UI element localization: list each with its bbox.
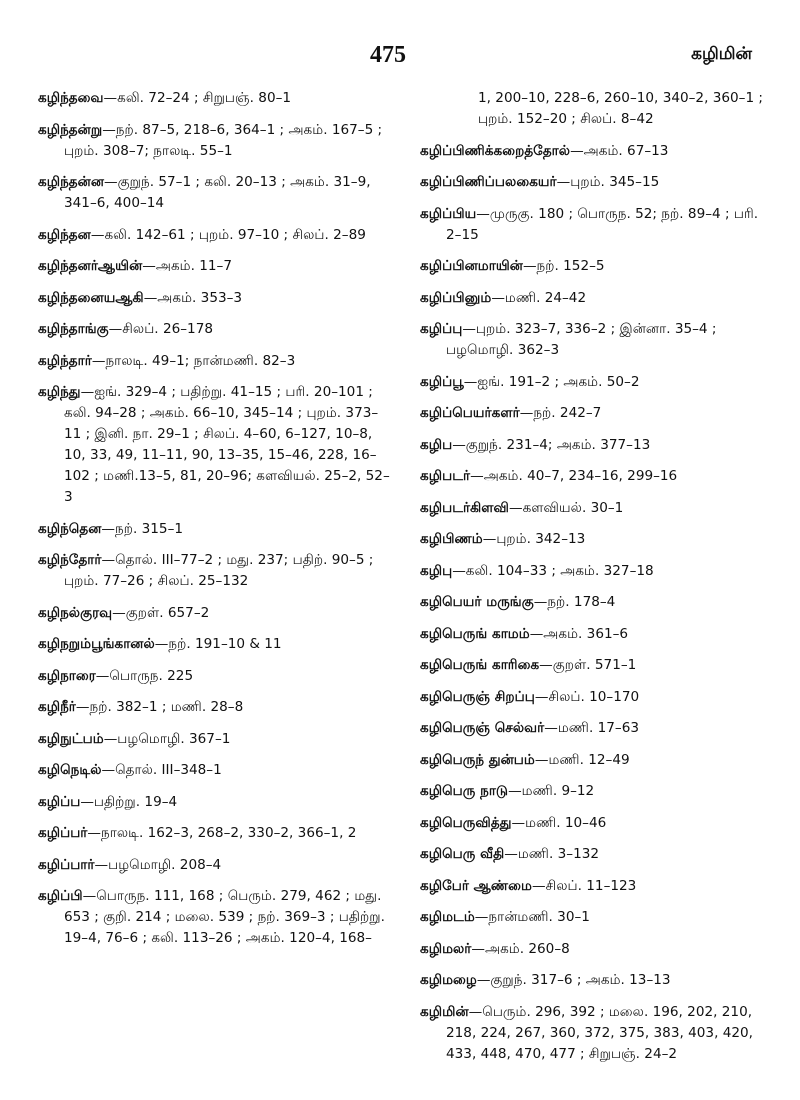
entry-headword: கழிப்ப	[38, 793, 81, 810]
entry-headword: கழிந்து	[38, 384, 81, 400]
index-entry	[38, 256, 390, 277]
index-entry	[420, 172, 772, 193]
entry-headword: கழிமலர்	[420, 940, 472, 957]
index-entry	[420, 781, 772, 802]
entry-references: —அகம். 11–7	[142, 258, 232, 274]
entry-references: —ஐங். 329–4 ; பதிற்று. 41–15 ; பரி. 20–101 ; கலி. 94–28 ; அகம். 66–10, 345–14 ; புறம். 373–11 ; இனி. நா. 29–1 ; சிலப். 4–60, 6–127, 10–8, 10, 33, 49, 11–11, 90, 13–35, 15–46, 228, 16–102 ; மணி.13–5, 81, 20–96; களவியல். 25–2, 52–3	[64, 384, 390, 505]
entry-references: —நாலடி. 162–3, 268–2, 330–2, 366–1, 2	[87, 825, 357, 841]
index-entry	[420, 592, 772, 613]
index-entry	[38, 351, 390, 372]
entry-headword: கழிந்தன்ன	[38, 174, 105, 190]
entry-references: —தொல். III–77–2 ; மது. 237; பதிற். 90–5 ; புறம். 77–26 ; சிலப். 25–132	[64, 552, 374, 589]
entry-references: —நற். 178–4	[533, 594, 616, 610]
entry-headword: கழிப்பி	[38, 888, 83, 904]
entry-references: —பொருந. 225	[95, 667, 194, 684]
index-entry	[420, 813, 772, 834]
entry-headword: கழிநுட்பம்	[38, 730, 104, 747]
entry-headword: கழிப்பினமாயின்	[420, 258, 523, 274]
entry-references: —கலி. 72–24 ; சிறுபஞ். 80–1	[103, 90, 292, 106]
running-head: கழிமின்	[691, 44, 752, 64]
entry-headword: கழிபு	[420, 562, 453, 579]
entry-references: —நற். 191–10 & 11	[154, 636, 282, 652]
index-entry	[38, 319, 390, 340]
index-entry	[38, 792, 390, 813]
index-entry	[420, 844, 772, 865]
index-entry	[420, 561, 772, 582]
entry-references: —முருகு. 180 ; பொருந. 52; நற். 89–4 ; பரி. 2–15	[446, 205, 759, 243]
index-entry	[38, 823, 390, 844]
entry-references: —மணி. 3–132	[504, 846, 600, 862]
entry-headword: கழிநீர்	[38, 699, 76, 715]
index-entry	[420, 204, 772, 246]
entry-headword: கழிந்தாங்கு	[38, 321, 109, 337]
entry-headword: கழிபெருங் காரிகை	[420, 657, 540, 673]
entry-references: —களவியல். 30–1	[508, 499, 624, 516]
entry-headword: கழிபிணம்	[420, 531, 483, 547]
entry-headword: கழிபடர்கிளவி	[420, 499, 509, 516]
entry-headword: கழிபெயர் மருங்கு	[420, 594, 534, 610]
entry-headword: கழிமழை	[420, 972, 477, 988]
entry-headword: கழிந்தனர்ஆயின்	[38, 258, 143, 274]
entry-references: 1, 200–10, 228–6, 260–10, 340–2, 360–1 ; புறம். 152–20 ; சிலப். 8–42	[478, 90, 764, 127]
entry-headword: கழிந்தென	[38, 520, 102, 537]
entry-headword: கழிப்பிணிப்பலகையர்	[420, 174, 557, 190]
entry-references: —பொருந. 111, 168 ; பெரும். 279, 462 ; மது. 653 ; குறி. 214 ; மலை. 539 ; நற். 369–3 ; பதிற்று. 19–4, 76–6 ; கலி. 113–26 ; அகம். 120–4, 168–	[64, 888, 385, 946]
entry-headword: கழிபேர் ஆண்மை	[420, 877, 532, 894]
index-entry	[420, 319, 772, 361]
left-column	[38, 88, 390, 960]
entry-headword: கழிப்பிய	[420, 205, 477, 222]
entry-references: —மணி. 24–42	[491, 289, 587, 306]
entry-references: —புறம். 342–13	[482, 531, 586, 547]
index-entry	[420, 288, 772, 309]
entry-headword: கழிந்தன்று	[38, 121, 103, 138]
entry-headword: கழிமின்	[420, 1003, 469, 1020]
index-entry	[420, 939, 772, 960]
entry-references: —புறம். 345–15	[556, 174, 660, 190]
entry-references: —நற். 315–1	[101, 520, 184, 537]
entry-headword: கழிந்தனையஆகி	[38, 289, 144, 306]
entry-headword: கழிபெருஞ் செல்வர்	[420, 720, 545, 736]
index-entry	[38, 697, 390, 718]
entry-references: —பழமொழி. 208–4	[94, 856, 222, 873]
index-entry	[420, 750, 772, 771]
index-entry	[38, 225, 390, 246]
entry-headword: கழிபெரு நாடு	[420, 783, 509, 799]
index-entry	[420, 970, 772, 991]
entry-headword: கழிபெரு வீதி	[420, 846, 505, 862]
index-entry	[38, 729, 390, 750]
entry-headword: கழிந்தோர்	[38, 552, 102, 568]
entry-references: —ஐங். 191–2 ; அகம். 50–2	[463, 373, 640, 390]
entry-references: —புறம். 323–7, 336–2 ; இன்னா. 35–4 ; பழமொழி. 362–3	[446, 321, 717, 358]
index-entry	[38, 550, 390, 592]
entry-references: —நான்மணி. 30–1	[474, 909, 590, 925]
entry-references: —தொல். III–348–1	[101, 762, 222, 778]
entry-headword: கழிபெருவித்து	[420, 814, 512, 831]
entry-headword: கழிப்பிணிக்கறைத்தோல்	[420, 142, 571, 159]
entry-headword: கழிப	[420, 436, 453, 453]
index-entry	[38, 120, 390, 162]
entry-references: —சிலப். 10–170	[534, 688, 640, 705]
page-header	[0, 40, 800, 80]
index-entry	[420, 372, 772, 393]
index-entry	[420, 876, 772, 897]
entry-references: —மணி. 9–12	[508, 783, 595, 799]
entry-headword: கழிப்பூ	[420, 373, 464, 390]
entry-headword: கழிபெருந் துன்பம்	[420, 751, 535, 768]
entry-headword: கழிப்பர்	[38, 825, 88, 841]
entry-headword: கழிந்தவை	[38, 90, 104, 106]
index-entry	[420, 529, 772, 550]
entry-references: —குறள். 571–1	[539, 657, 637, 673]
page-number: 475	[370, 42, 406, 68]
index-entry	[38, 603, 390, 624]
entry-headword: கழிநெடில்	[38, 762, 102, 778]
entry-references: —நாலடி. 49–1; நான்மணி. 82–3	[91, 352, 296, 369]
index-entry	[38, 172, 390, 214]
entry-references: —பதிற்று. 19–4	[80, 793, 178, 810]
right-column	[420, 88, 772, 1075]
index-entry	[420, 624, 772, 645]
entry-headword: கழிநல்குரவு	[38, 604, 113, 621]
index-entry	[38, 634, 390, 655]
index-entry	[420, 435, 772, 456]
entry-references: —மணி. 17–63	[544, 720, 640, 736]
entry-references: —கலி. 104–33 ; அகம். 327–18	[452, 562, 654, 579]
entry-references: —நற். 242–7	[519, 405, 602, 421]
entry-references: —நற். 87–5, 218–6, 364–1 ; அகம். 167–5 ; புறம். 308–7; நாலடி. 55–1	[64, 121, 383, 159]
index-entry	[38, 88, 390, 109]
entry-headword: கழிமடம்	[420, 909, 475, 925]
entry-headword: கழிந்தார்	[38, 352, 92, 369]
index-entry	[38, 519, 390, 540]
entry-references: —நற். 382–1 ; மணி. 28–8	[75, 699, 244, 715]
entry-headword: கழிந்தன	[38, 226, 91, 243]
entry-references: —அகம். 353–3	[143, 289, 243, 306]
entry-headword: கழிப்பார்	[38, 856, 95, 873]
index-entry	[38, 855, 390, 876]
entry-references: —மணி. 10–46	[511, 814, 607, 831]
index-entry	[420, 907, 772, 928]
index-entry	[420, 1002, 772, 1065]
entry-headword: கழிநாரை	[38, 667, 96, 684]
entry-headword: கழிபெருங் காமம்	[420, 625, 530, 642]
entry-references: —பழமொழி. 367–1	[103, 730, 231, 747]
index-entry	[38, 382, 390, 508]
entry-headword: கழிப்பு	[420, 321, 463, 337]
entry-references: —சிலப். 11–123	[531, 877, 637, 894]
entry-references: —மணி. 12–49	[534, 751, 630, 768]
entry-references: —அகம். 260–8	[471, 940, 570, 957]
index-entry	[420, 403, 772, 424]
index-entry	[38, 666, 390, 687]
index-entry	[420, 256, 772, 277]
entry-headword: கழிப்பினும்	[420, 289, 492, 306]
entry-references: —கலி. 142–61 ; புறம். 97–10 ; சிலப். 2–89	[90, 226, 366, 243]
index-entry	[38, 760, 390, 781]
entry-headword: கழிப்பெயர்களர்	[420, 405, 520, 421]
index-entry	[38, 886, 390, 949]
entry-headword: கழிபடர்	[420, 468, 471, 484]
entry-headword: கழிநறும்பூங்கானல்	[38, 636, 155, 652]
index-entry	[420, 466, 772, 487]
entry-references: —அகம். 67–13	[570, 142, 669, 159]
entry-references: —நற். 152–5	[522, 258, 605, 274]
index-entry	[420, 141, 772, 162]
entry-references: —அகம். 40–7, 234–16, 299–16	[470, 468, 678, 484]
entry-references: —குறள். 657–2	[112, 604, 210, 621]
index-entry	[38, 288, 390, 309]
entry-references: —அகம். 361–6	[529, 625, 629, 642]
index-entry	[420, 498, 772, 519]
index-entry	[420, 718, 772, 739]
index-entry	[420, 687, 772, 708]
entry-headword: கழிபெருஞ் சிறப்பு	[420, 688, 535, 705]
entry-references: —குறுந். 317–6 ; அகம். 13–13	[476, 972, 671, 988]
entry-references: —குறுந். 57–1 ; கலி. 20–13 ; அகம். 31–9, 341–6, 400–14	[64, 174, 371, 211]
index-entry	[420, 655, 772, 676]
index-entry	[420, 88, 772, 130]
entry-references: —பெரும். 296, 392 ; மலை. 196, 202, 210, 218, 224, 267, 360, 372, 375, 383, 403, 420, 433, 448, 470, 477 ; சிறுபஞ். 24–2	[446, 1003, 753, 1062]
entry-references: —குறுந். 231–4; அகம். 377–13	[452, 436, 651, 453]
entry-references: —சிலப். 26–178	[108, 321, 213, 337]
